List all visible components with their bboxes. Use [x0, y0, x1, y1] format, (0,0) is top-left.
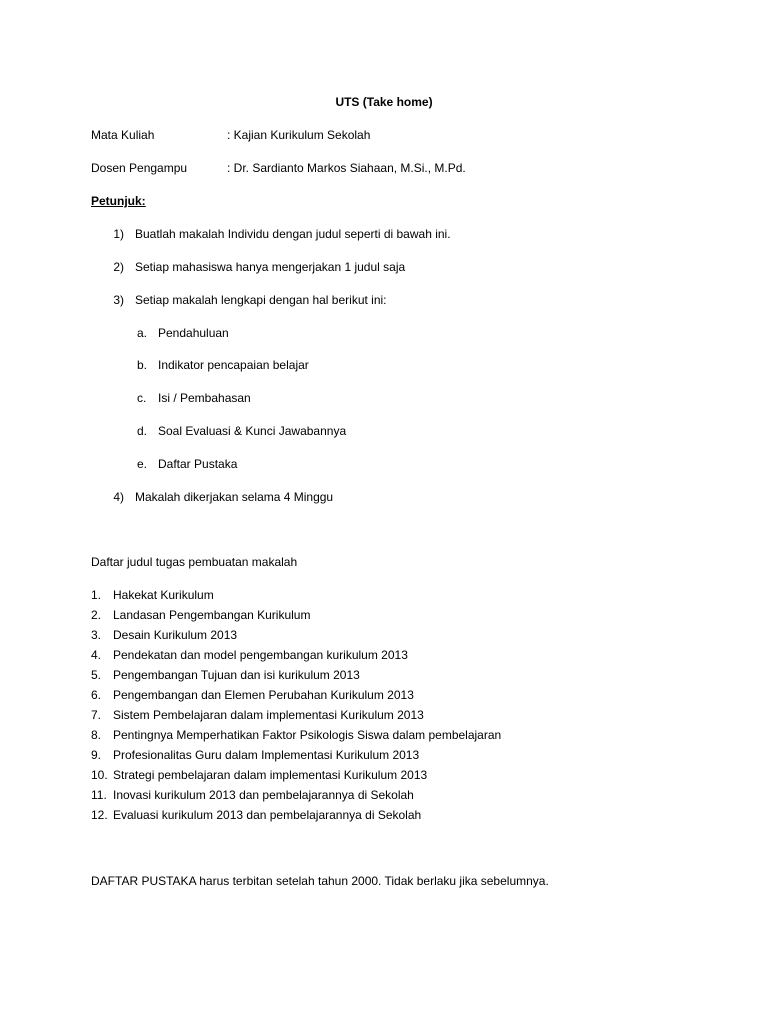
instructions-heading: Petunjuk:: [91, 194, 146, 208]
footer-note: DAFTAR PUSTAKA harus terbitan setelah tahun 2000. Tidak berlaku jika sebelumnya.: [91, 874, 549, 888]
lecturer-label: Dosen Pengampu: [91, 161, 188, 175]
topic-text: Inovasi kurikulum 2013 dan pembelajarannya di Sekolah: [113, 788, 414, 802]
topic-text: Pengembangan Tujuan dan isi kurikulum 2013: [113, 668, 360, 682]
topic-text: Evaluasi kurikulum 2013 dan pembelajarannya di Sekolah: [113, 808, 422, 822]
subitem-letter: b.: [137, 358, 148, 372]
lecturer-value: : Dr. Sardianto Markos Siahaan, M.Si., M.Pd.: [227, 161, 466, 175]
topic-number: 9.: [91, 748, 102, 762]
topic-text: Landasan Pengembangan Kurikulum: [113, 608, 311, 622]
topic-number: 2.: [91, 608, 102, 622]
subitem-text: Daftar Pustaka: [158, 457, 238, 471]
topic-text: Pentingnya Memperhatikan Faktor Psikologis Siswa dalam pembelajaran: [113, 728, 502, 742]
topic-number: 6.: [91, 688, 102, 702]
subitem-letter: a.: [137, 326, 148, 340]
topic-number: 11.: [91, 788, 107, 802]
subitem-letter: d.: [137, 424, 148, 438]
topic-number: 1.: [91, 588, 102, 602]
document-title: UTS (Take home): [335, 95, 433, 109]
topic-number: 10.: [91, 768, 108, 782]
subitem-letter: e.: [137, 457, 148, 471]
topic-number: 4.: [91, 648, 102, 662]
topic-text: Sistem Pembelajaran dalam implementasi Kurikulum 2013: [113, 708, 424, 722]
topic-text: Pengembangan dan Elemen Perubahan Kurikulum 2013: [113, 688, 414, 702]
instruction-text: Makalah dikerjakan selama 4 Minggu: [135, 490, 334, 504]
instruction-number: 3): [113, 293, 124, 307]
topic-text: Hakekat Kurikulum: [113, 588, 214, 602]
subitem-text: Pendahuluan: [158, 326, 229, 340]
instruction-number: 4): [113, 490, 124, 504]
topic-text: Pendekatan dan model pengembangan kurikulum 2013: [113, 648, 408, 662]
topic-text: Profesionalitas Guru dalam Implementasi Kurikulum 2013: [113, 748, 420, 762]
topic-number: 7.: [91, 708, 102, 722]
topic-text: Strategi pembelajaran dalam implementasi Kurikulum 2013: [113, 768, 428, 782]
subitem-text: Soal Evaluasi & Kunci Jawabannya: [158, 424, 347, 438]
topics-heading: Daftar judul tugas pembuatan makalah: [91, 555, 298, 569]
topic-text: Desain Kurikulum 2013: [113, 628, 238, 642]
course-value: : Kajian Kurikulum Sekolah: [227, 128, 371, 142]
topic-number: 3.: [91, 628, 102, 642]
topic-number: 5.: [91, 668, 102, 682]
course-label: Mata Kuliah: [91, 128, 155, 142]
instruction-number: 1): [113, 227, 124, 241]
subitem-text: Isi / Pembahasan: [158, 391, 251, 405]
instruction-text: Setiap makalah lengkapi dengan hal berikut ini:: [135, 293, 387, 307]
instruction-text: Buatlah makalah Individu dengan judul seperti di bawah ini.: [135, 227, 451, 241]
instruction-text: Setiap mahasiswa hanya mengerjakan 1 judul saja: [135, 260, 406, 274]
subitem-text: Indikator pencapaian belajar: [158, 358, 309, 372]
topic-number: 12.: [91, 808, 108, 822]
topic-number: 8.: [91, 728, 102, 742]
subitem-letter: c.: [137, 391, 147, 405]
instruction-number: 2): [113, 260, 124, 274]
